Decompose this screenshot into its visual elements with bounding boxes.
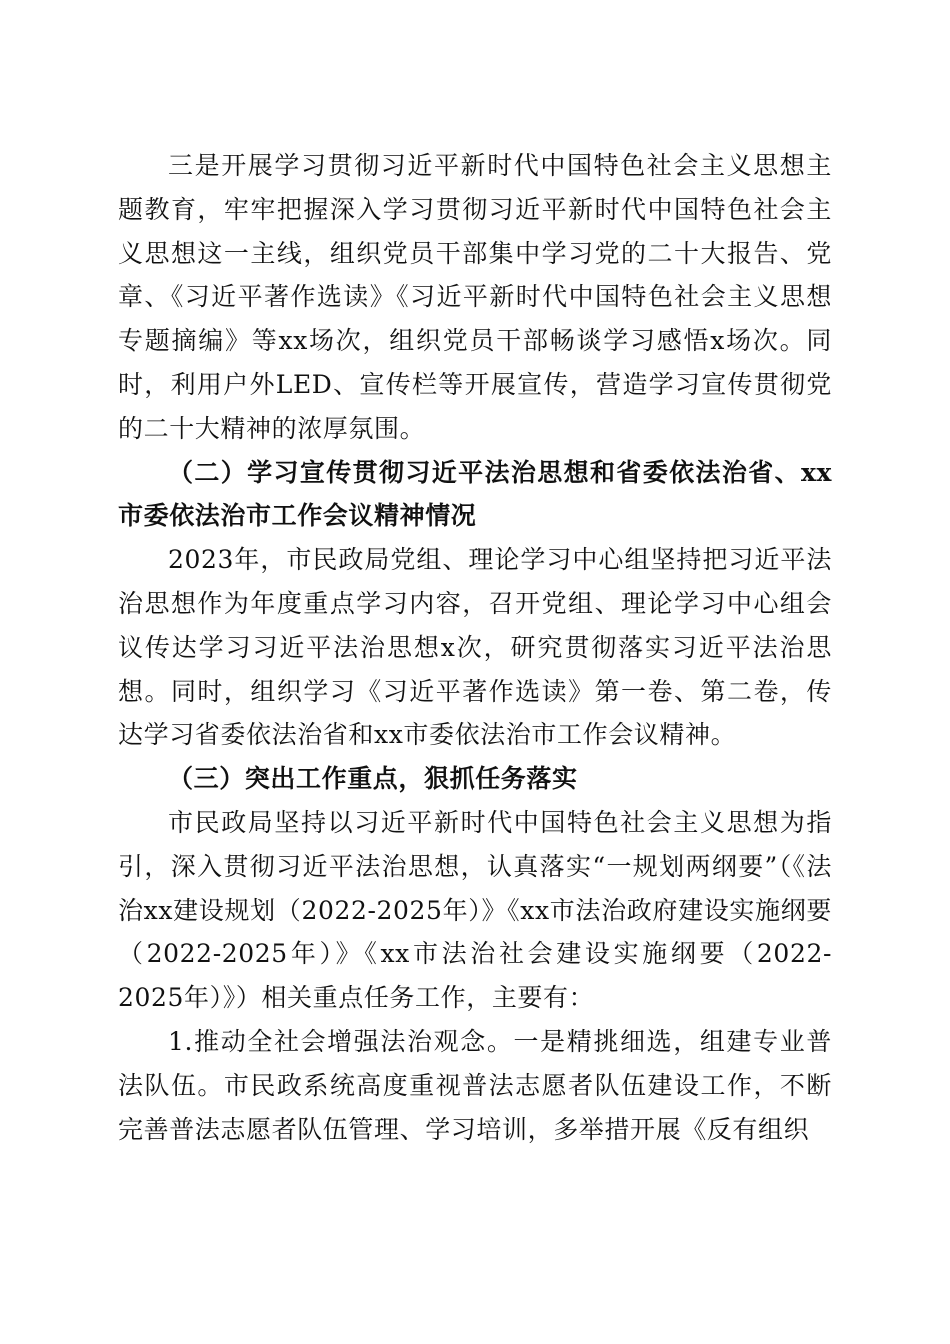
document-body (118, 144, 832, 1151)
paragraph-key-tasks: 市民政局坚持以习近平新时代中国特色社会主义思想为指引，深入贯彻习近平法治思想，认真落实“一规划两纲要”（《法治xx建设规划（2022-2025年）》《xx市法治政府建设实施纲要（2022-2025年）》《xx市法治社会建设实施纲要（2022-2025年）》）相关重点任务工作，主要有： (118, 807, 832, 1013)
section-heading-3: （三）突出工作重点，狠抓任务落实 (168, 764, 578, 794)
paragraph-theme-education: 三是开展学习贯彻习近平新时代中国特色社会主义思想主题教育，牢牢把握深入学习贯彻习近平新时代中国特色社会主义思想这一主线，组织党员干部集中学习党的二十大报告、党章、《习近平著作选读》《习近平新时代中国特色社会主义思想专题摘编》等xx场次，组织党员干部畅谈学习感悟x场次。同时，利用户外LED、宣传栏等开展宣传，营造学习宣传贯彻党的二十大精神的浓厚氛围。 (118, 151, 832, 443)
section-heading-2: （二）学习宣传贯彻习近平法治思想和省委依法治省、xx市委依法治市工作会议精神情况 (118, 457, 832, 531)
paragraph-item-1: 1.推动全社会增强法治观念。一是精挑细选，组建专业普法队伍。市民政系统高度重视普法志愿者队伍建设工作，不断完善普法志愿者队伍管理、学习培训，多举措开展《反有组织 (118, 1026, 832, 1144)
paragraph-rule-of-law-study: 2023年，市民政局党组、理论学习中心组坚持把习近平法治思想作为年度重点学习内容，召开党组、理论学习中心组会议传达学习习近平法治思想x次，研究贯彻落实习近平法治思想。同时，组织学习《习近平著作选读》第一卷、第二卷，传达学习省委依法治省和xx市委依法治市工作会议精神。 (118, 545, 832, 750)
